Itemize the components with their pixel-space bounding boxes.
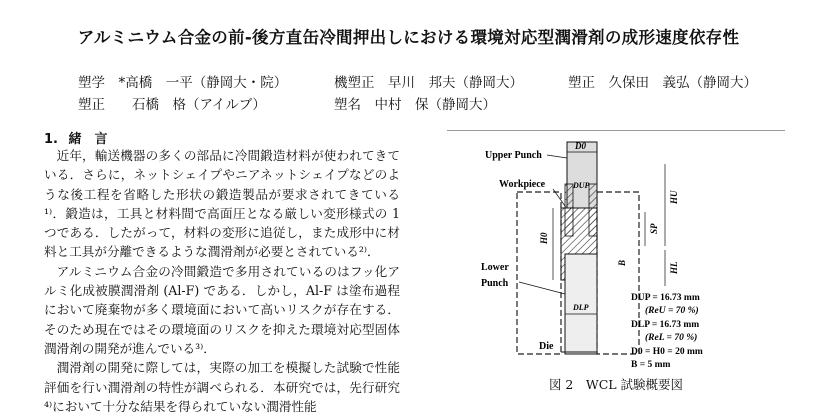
dim-dlp: DLP <box>573 303 589 312</box>
spec-rel: (ReL = 70 %) <box>645 333 698 343</box>
dim-h0: H0 <box>539 232 549 244</box>
spec-dlp: DLP = 16.73 mm <box>631 320 700 330</box>
dim-dup: DUP <box>573 181 590 190</box>
label-punch: Punch <box>481 278 509 289</box>
label-upper-punch: Upper Punch <box>485 150 542 161</box>
spec-b: B = 5 mm <box>631 360 671 370</box>
section-heading <box>44 128 108 147</box>
wcl-schematic <box>447 134 785 376</box>
spec-reu: (ReU = 70 %) <box>645 306 699 316</box>
section-title: 緒 言 <box>68 132 108 147</box>
label-workpiece: Workpiece <box>499 179 546 190</box>
figure-wcl-diagram <box>447 134 785 376</box>
die-left <box>517 192 561 354</box>
dim-sp: SP <box>649 223 659 234</box>
author: 塑正 久保田 義弘（静岡大） <box>568 75 757 91</box>
dim-hl: HL <box>669 261 679 274</box>
paragraph: アルミニウム合金の冷間鍛造で多用されているのはフッ化アルミ化成被膜潤滑剤 (Al-F) である．しかし，Al-F は塗布過程において廃棄物が多く環境面において高いリスクが存在する．そのため現在ではその環境面のリスクを抑えた環境対応型固体潤滑剤の開発が進んでいる³⁾． <box>44 263 400 356</box>
author-row-2 <box>78 94 778 116</box>
label-lower: Lower <box>481 262 509 273</box>
author: 塑学 *高橋 一平（静岡大・院） <box>78 75 288 91</box>
author: 塑名 中村 保（静岡大） <box>334 97 496 113</box>
figure-top-rule <box>447 130 785 131</box>
author-row-1 <box>78 72 778 94</box>
paragraph: 近年，輸送機器の多くの部品に冷間鍛造材料が使われてきている．さらに，ネットシェイプやニアネットシェイプなどのような後工程を省略した形状の鍛造製品が要求されてきている¹⁾．鍛造は，工具と材料間で高面圧となる厳しい変形様式の 1 つである．したがって，材料の変形に追従し，また成形中に材料と工具が分離できるような潤滑剤が必要とされている²⁾． <box>44 148 401 260</box>
dim-b: B <box>617 259 627 266</box>
author: 機塑正 早川 邦夫（静岡大） <box>334 75 523 91</box>
paper-title: アルミニウム合金の前-後方直缶冷間押出しにおける環境対応型潤滑剤の成形速度依存性 <box>77 28 740 47</box>
body-text <box>44 146 400 416</box>
paragraph: 潤滑剤の開発に際しては，実際の加工を模擬した試験で性能評価を行い潤滑剤の特性が調べられる．本研究では，先行研究⁴⁾において十分な結果を得られていない潤滑性能 <box>44 360 400 414</box>
spec-d0-h0: D0 = H0 = 20 mm <box>631 347 703 357</box>
figure-caption: 図 2 WCL 試験概要図 <box>548 377 684 392</box>
section-number: 1. <box>44 132 58 147</box>
dim-d0: D0 <box>575 141 586 151</box>
spec-dup: DUP = 16.73 mm <box>631 293 700 303</box>
author-list <box>78 72 778 116</box>
label-die: Die <box>539 341 554 352</box>
dim-hu: HU <box>669 190 679 204</box>
author: 塑正 石橋 格（アイルブ） <box>78 97 266 113</box>
